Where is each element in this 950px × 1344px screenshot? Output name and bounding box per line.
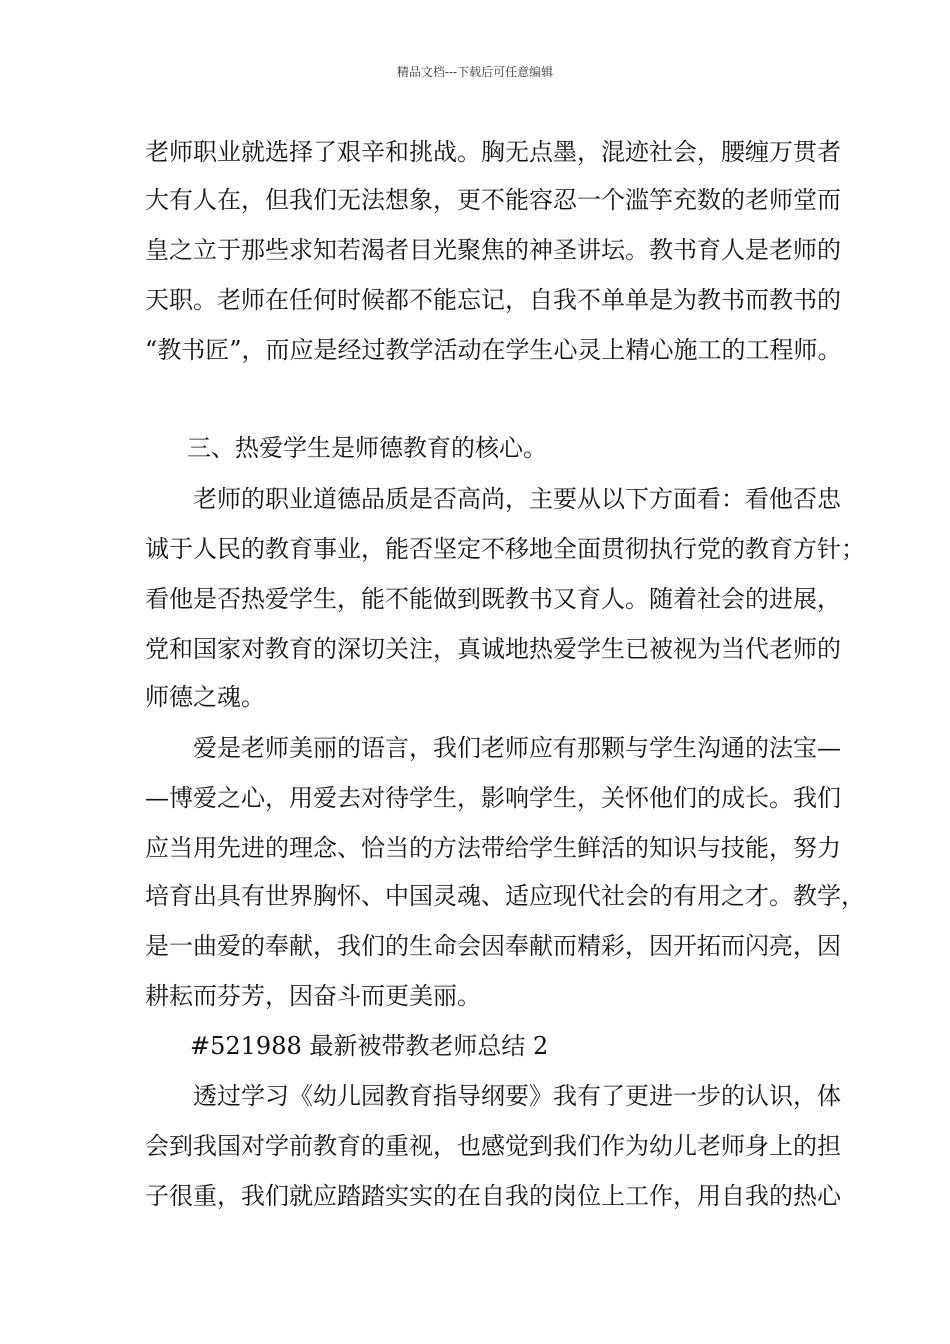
text-line: 子很重，我们就应踏踏实实的在自我的岗位上工作，用自我的热心 [145,1182,841,1210]
text-line: 培育出具有世界胸怀、中国灵魂、适应现代社会的有用之才。教学， [145,882,865,910]
text-line: 诚于人民的教育事业，能否坚定不移地全面贯彻执行党的教育方针； [145,535,865,563]
text-line: 透过学习《幼儿园教育指导纲要》我有了更进一步的认识，体 [193,1082,841,1110]
text-line: 是一曲爱的奉献，我们的生命会因奉献而精彩，因开拓而闪亮，因 [145,932,841,960]
text-line: 看他是否热爱学生，能不能做到既教书又育人。随着社会的进展， [145,585,841,613]
section-heading: 三、热爱学生是师德教育的核心。 [187,434,547,462]
text-line: 爱是老师美丽的语言，我们老师应有那颗与学生沟通的法宝— [193,734,841,762]
text-line: 大有人在，但我们无法想象，更不能容忍一个滥竽充数的老师堂而 [145,186,841,214]
text-line: 天职。老师在任何时候都不能忘记，自我不单单是为教书而教书的 [145,286,841,314]
text-line: 耕耘而芬芳，因奋斗而更美丽。 [145,982,481,1010]
section-heading: #521988 最新被带教老师总结 2 [190,1032,549,1060]
text-line: 会到我国对学前教育的重视，也感觉到我们作为幼儿老师身上的担 [145,1132,841,1160]
text-line: 老师的职业道德品质是否高尚，主要从以下方面看：看他否忠 [193,485,841,513]
text-line: 老师职业就选择了艰辛和挑战。胸无点墨，混迹社会，腰缠万贯者 [145,138,841,166]
text-line: 师德之魂。 [145,683,265,711]
text-line: 党和国家对教育的深切关注，真诚地热爱学生已被视为当代老师的 [145,635,841,663]
text-line: 应当用先进的理念、恰当的方法带给学生鲜活的知识与技能，努力 [145,834,841,862]
page-header: 精品文档---下载后可任意编辑 [396,65,554,79]
text-line: “教书匠”，而应是经过教学活动在学生心灵上精心施工的工程师。 [145,336,842,364]
text-line: —博爱之心，用爱去对待学生，影响学生，关怀他们的成长。我们 [145,784,841,812]
text-line: 皇之立于那些求知若渴者目光聚焦的神圣讲坛。教书育人是老师的 [145,236,841,264]
